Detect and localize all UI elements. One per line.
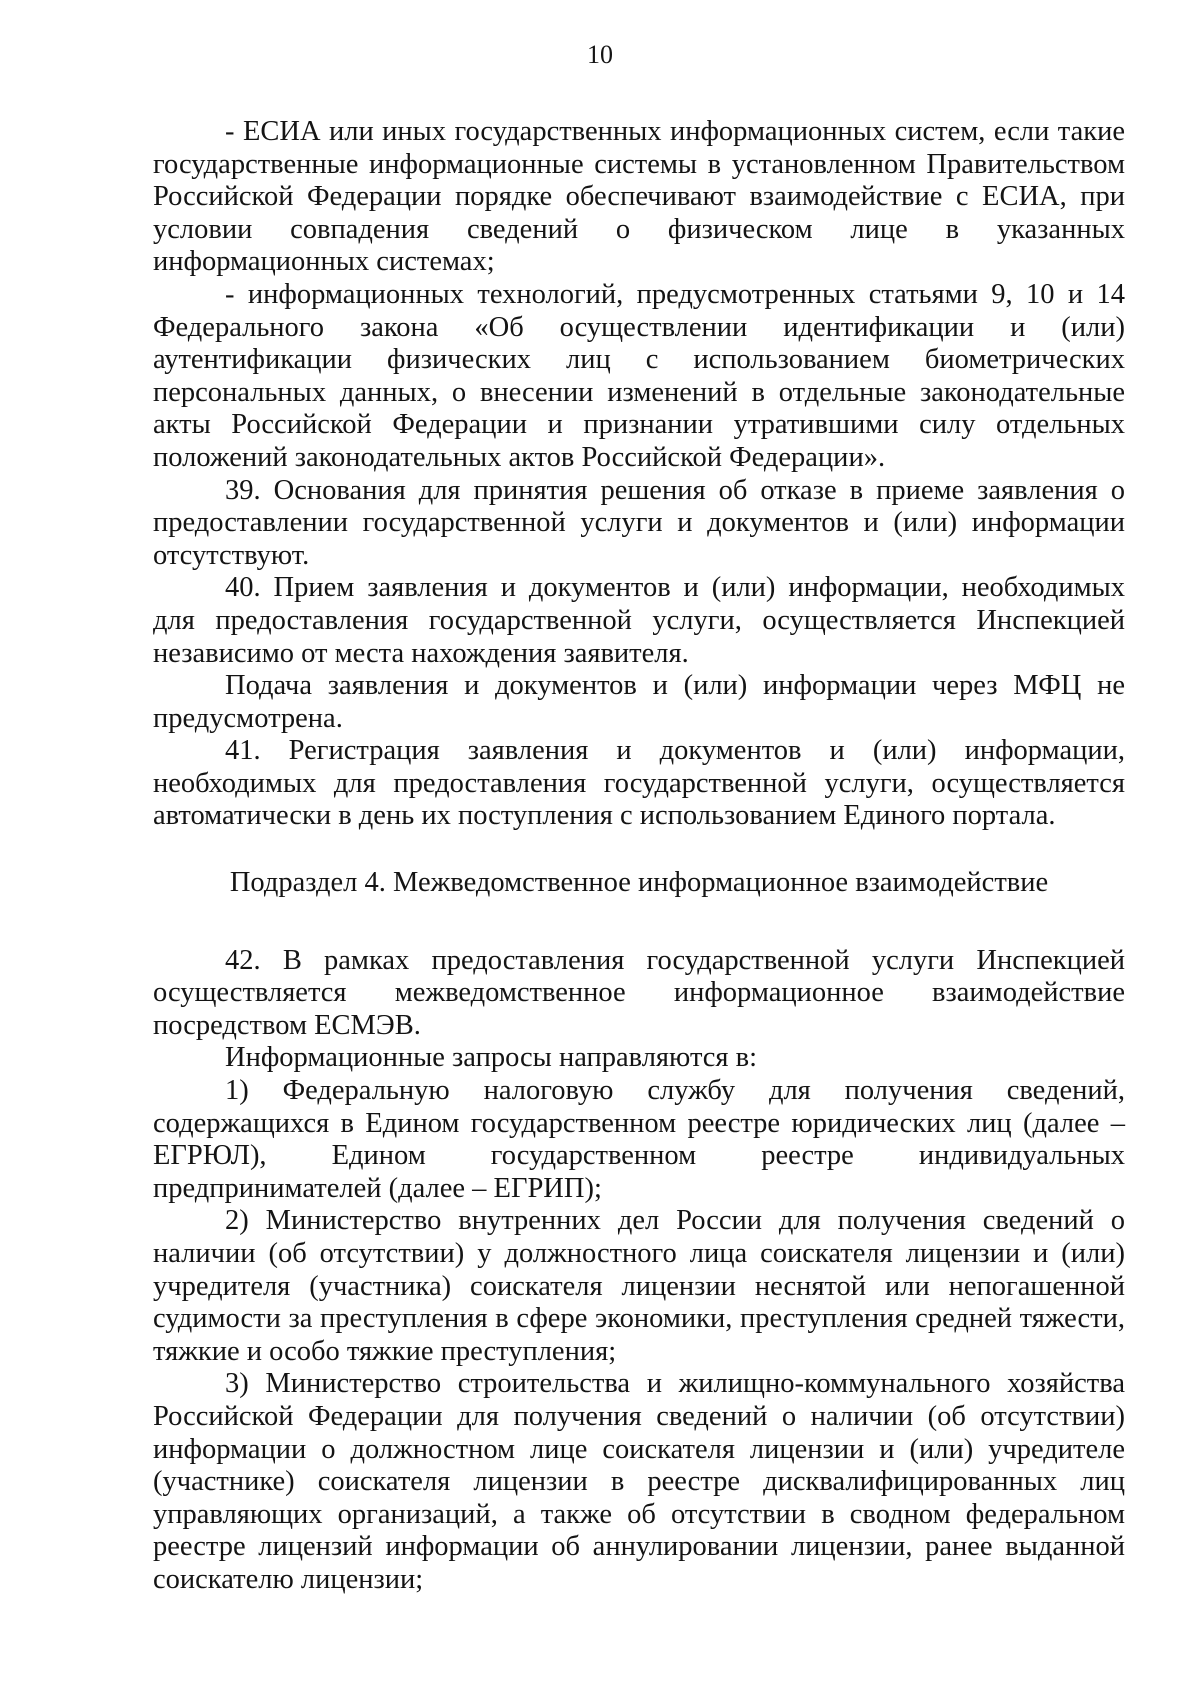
paragraph-41: 41. Регистрация заявления и документов и (или) информации, необходимых для предоставления государственной услуги, осуществляется автоматически в день их поступления с использованием Единого портала. <box>153 735 1125 832</box>
paragraph-mfc: Подача заявления и документов и (или) информации через МФЦ не предусмотрена. <box>153 670 1125 734</box>
list-item-3: 3) Министерство строительства и жилищно-коммунального хозяйства Российской Федерации для получения сведений о наличии (об отсутствии) информации о должностном лице соискателя лицензии и (или) учредителе (участнике) соискателя лицензии в реестре дисквалифицированных лиц управляющих организаций, а также об отсутствии в сводном федеральном реестре лицензий информации об аннулировании лицензии, ранее выданной соискателю лицензии; <box>153 1368 1125 1595</box>
paragraph-esia-systems: - ЕСИА или иных государственных информационных систем, если такие государственные информационные системы в установленном Правительством Российской Федерации порядке обеспечивают взаимодействие с ЕСИА, при условии совпадения сведений о физическом лице в указанных информационных системах; <box>153 116 1125 278</box>
paragraph-39: 39. Основания для принятия решения об отказе в приеме заявления о предоставлении государственной услуги и документов и (или) информации отсутствуют. <box>153 474 1125 571</box>
list-item-2: 2) Министерство внутренних дел России для получения сведений о наличии (об отсутствии) у должностного лица соискателя лицензии и (или) учредителя (участника) соискателя лицензии неснятой или непогашенной судимости за преступления в сфере экономики, преступления средней тяжести, тяжкие и особо тяжкие преступления; <box>153 1205 1125 1367</box>
paragraph-42: 42. В рамках предоставления государственной услуги Инспекцией осуществляется межведомственное информационное взаимодействие посредством ЕСМЭВ. <box>153 944 1125 1041</box>
spacer <box>153 833 1125 867</box>
spacer <box>153 900 1125 945</box>
paragraph-information-technologies: - информационных технологий, предусмотренных статьями 9, 10 и 14 Федерального закона «Об осуществлении идентификации и (или) аутентификации физических лиц с использованием биометрических персональных данных, о внесении изменений в отдельные законодательные акты Российской Федерации и признании утратившими силу отдельных положений законодательных актов Российской Федерации». <box>153 278 1125 473</box>
page-number: 10 <box>587 40 613 69</box>
paragraph-requests-intro: Информационные запросы направляются в: <box>225 1042 758 1074</box>
list-item-1: 1) Федеральную налоговую службу для получения сведений, содержащихся в Едином государственном реестре юридических лиц (далее – ЕГРЮЛ), Едином государственном реестре индивидуальных предпринимателей (далее – ЕГРИП); <box>153 1075 1125 1204</box>
subsection-heading: Подраздел 4. Межведомственное информационное взаимодействие <box>229 867 1049 899</box>
paragraph-40: 40. Прием заявления и документов и (или) информации, необходимых для предоставления государственной услуги, осуществляется Инспекцией независимо от места нахождения заявителя. <box>153 572 1125 669</box>
document-body <box>153 116 1125 1597</box>
